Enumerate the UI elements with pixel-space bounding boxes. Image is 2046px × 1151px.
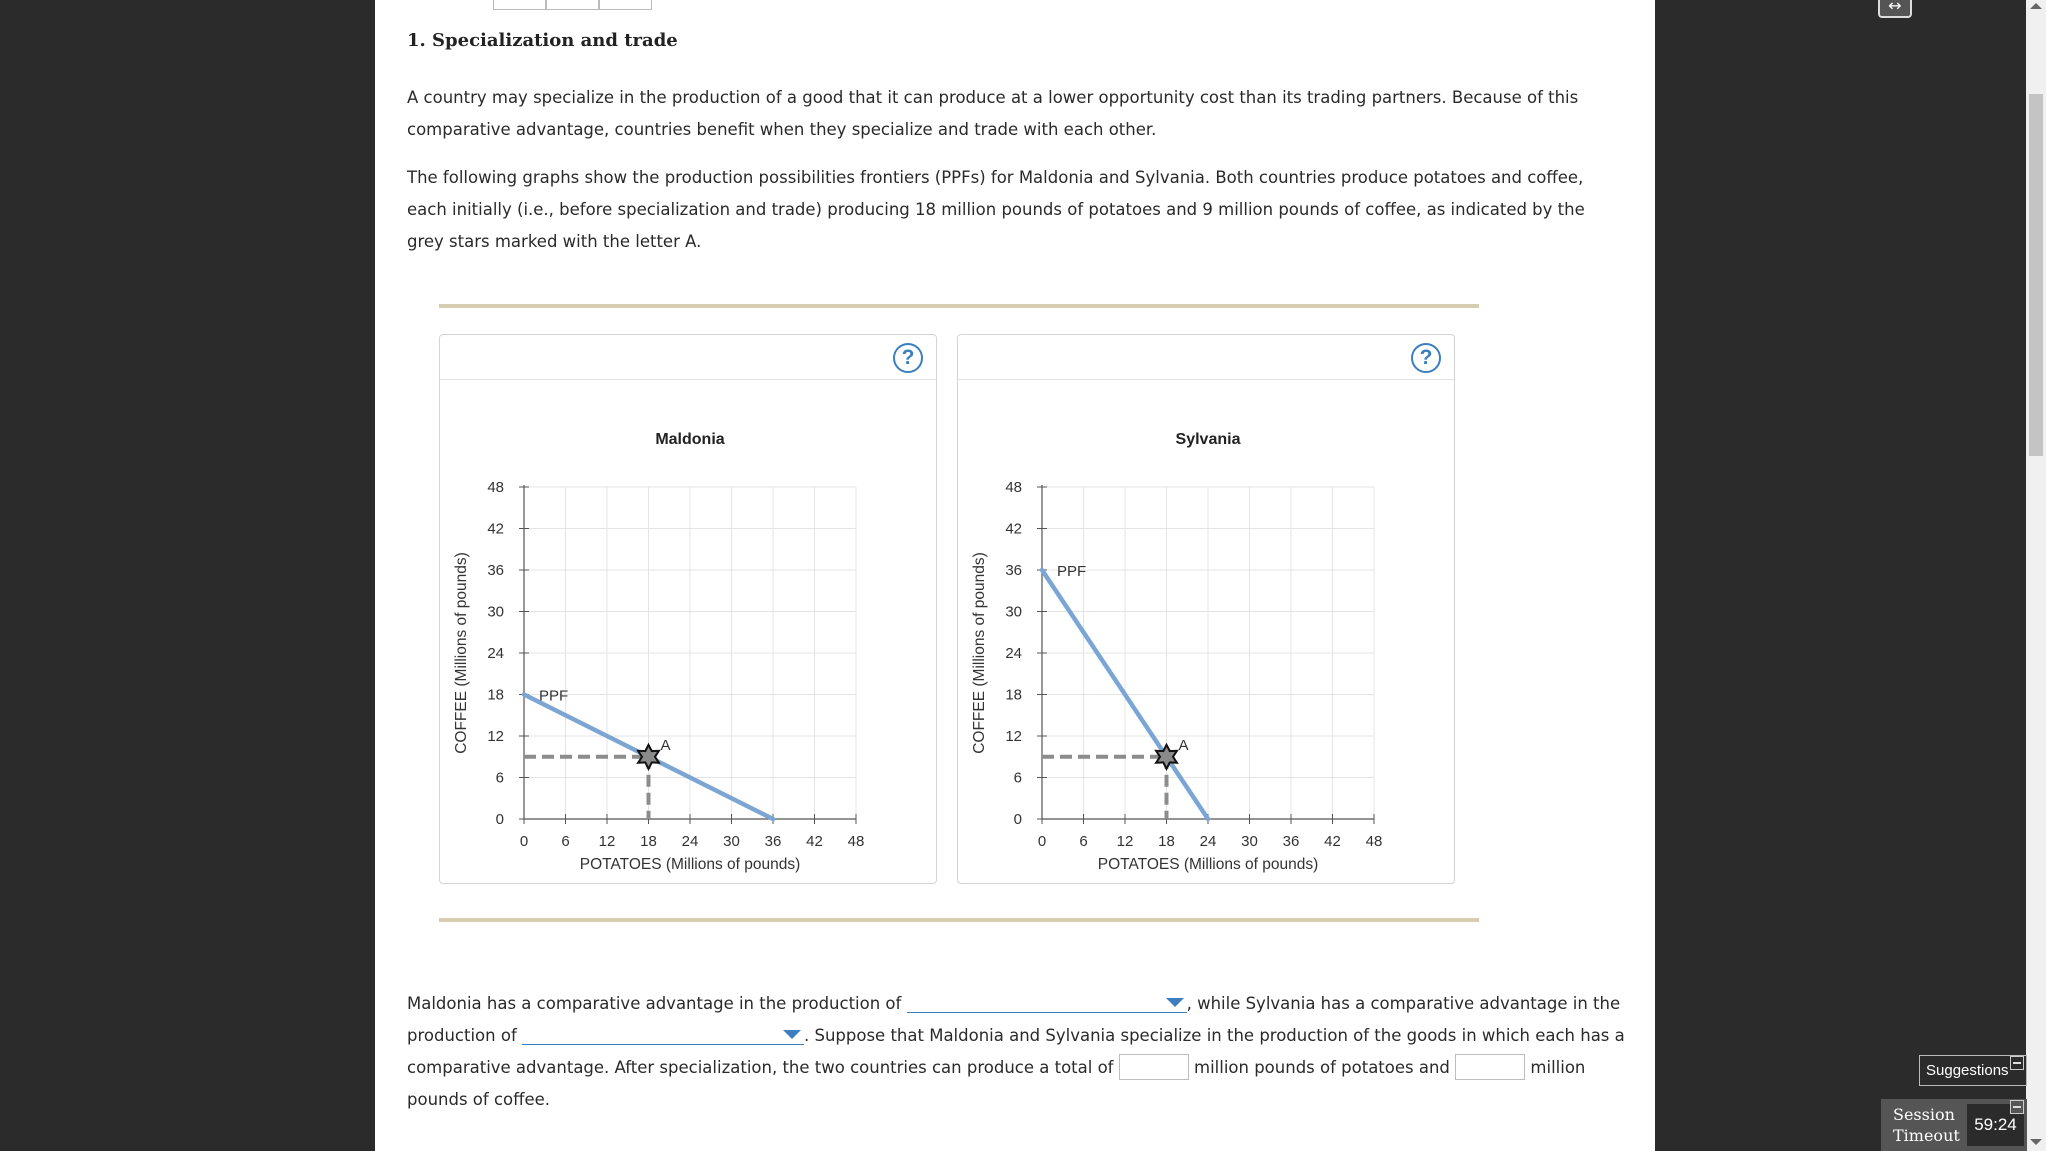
x-tick-label: 24 [681, 833, 699, 850]
description-paragraph: The following graphs show the production possibilities frontiers (PPFs) for Maldonia and Sylvania. Both countries produce potatoes and coffee, each initially (i.e., before specialization and trade) producing 18 million pounds of potatoes and 9 million pounds of coffee, as indicated by the grey stars marked with the letter A. [407, 168, 1585, 251]
answer-text-1: Maldonia has a comparative advantage in the production of [407, 994, 902, 1013]
y-tick-label: 42 [1005, 520, 1022, 538]
y-axis-title: COFFEE (Millions of pounds) [971, 552, 988, 754]
maldonia-advantage-dropdown[interactable] [907, 991, 1187, 1013]
answer-text-4: million pounds of potatoes and [1194, 1058, 1450, 1077]
y-tick-label: 36 [487, 562, 504, 579]
y-axis-title: COFFEE (Millions of pounds) [453, 552, 470, 754]
session-minimize-icon[interactable] [2010, 1100, 2024, 1114]
point-a-star-icon [638, 745, 659, 769]
x-tick-label: 42 [1324, 833, 1341, 850]
session-timeout-widget [1881, 1099, 2027, 1151]
answer-paragraph [407, 988, 1627, 1116]
chevron-down-icon [783, 1030, 801, 1039]
scroll-down-icon[interactable] [2030, 1139, 2042, 1145]
graph-divider-top [439, 304, 1479, 308]
y-tick-label: 0 [495, 811, 504, 828]
sylvania-advantage-dropdown[interactable] [522, 1023, 804, 1045]
sylvania-chart[interactable] [958, 380, 1456, 884]
chart-title: Maldonia [655, 431, 725, 448]
x-tick-label: 12 [598, 833, 616, 850]
question-title: 1. Specialization and trade [407, 30, 678, 51]
assignment-page [375, 0, 1655, 1151]
scroll-up-icon[interactable] [2030, 3, 2042, 9]
y-tick-label: 24 [1005, 645, 1022, 662]
y-tick-label: 24 [487, 645, 504, 662]
total-coffee-input[interactable] [1455, 1054, 1525, 1080]
x-tick-label: 0 [519, 833, 529, 850]
answer-text-2: , while Sylvania has a comparative advantage in the production of [407, 994, 1621, 1045]
x-tick-label: 6 [1079, 833, 1088, 850]
y-tick-label: 18 [487, 686, 504, 704]
x-tick-label: 48 [847, 833, 865, 850]
graph-divider-bottom [439, 918, 1479, 922]
y-tick-label: 30 [1005, 603, 1022, 621]
x-tick-label: 24 [1199, 833, 1217, 850]
y-tick-label: 0 [1013, 811, 1022, 828]
point-a-label: A [660, 736, 671, 754]
x-tick-label: 30 [1241, 833, 1258, 850]
y-tick-label: 30 [487, 603, 504, 621]
suggestions-button[interactable]: Suggestions [1919, 1055, 2027, 1086]
sylvania-graph-panel [957, 334, 1455, 884]
y-tick-label: 6 [495, 769, 504, 787]
answer-text-5: million pounds of coffee. [407, 1058, 1586, 1109]
x-tick-label: 6 [561, 833, 570, 850]
maldonia-help-icon[interactable]: ? [893, 343, 923, 373]
x-tick-label: 36 [1282, 833, 1300, 850]
y-tick-label: 6 [1013, 769, 1022, 787]
intro-paragraph: A country may specialize in the production of a good that it can produce at a lower opportunity cost than its trading partners. Because of this comparative advantage, countries benefit when they specialize and trade with each other. [407, 88, 1579, 139]
y-tick-label: 12 [1005, 728, 1022, 745]
ppf-label: PPF [1057, 563, 1087, 580]
x-tick-label: 30 [723, 833, 740, 850]
maldonia-chart[interactable] [440, 380, 938, 884]
y-tick-label: 36 [1005, 562, 1022, 579]
sylvania-help-icon[interactable]: ? [1411, 343, 1441, 373]
suggestions-minimize-icon[interactable] [2010, 1056, 2024, 1070]
session-timer: 59:24 [1967, 1104, 2024, 1146]
x-tick-label: 12 [1116, 833, 1134, 850]
session-timeout-label: Session Timeout [1893, 1105, 1960, 1145]
top-tabs-stub [493, 0, 653, 10]
scrollbar-thumb[interactable] [2029, 94, 2043, 456]
answer-text-3: . Suppose that Maldonia and Sylvania specialize in the production of the goods in which each has a comparative advantage. After specialization, the two countries can produce a total of [407, 1026, 1625, 1077]
x-axis-title: POTATOES (Millions of pounds) [1097, 856, 1319, 873]
y-tick-label: 12 [487, 728, 504, 745]
maldonia-graph-panel [439, 334, 937, 884]
x-tick-label: 48 [1365, 833, 1383, 850]
point-a-label: A [1178, 736, 1189, 754]
chart-title: Sylvania [1175, 431, 1241, 448]
x-tick-label: 0 [1037, 833, 1047, 850]
x-axis-title: POTATOES (Millions of pounds) [579, 856, 801, 873]
y-tick-label: 48 [1005, 479, 1022, 496]
x-tick-label: 18 [1158, 833, 1175, 850]
total-potatoes-input[interactable] [1119, 1054, 1189, 1080]
ppf-label: PPF [539, 687, 569, 705]
y-tick-label: 48 [487, 479, 504, 496]
y-tick-label: 18 [1005, 686, 1022, 704]
chevron-down-icon [1166, 998, 1184, 1007]
x-tick-label: 42 [806, 833, 823, 850]
x-tick-label: 18 [640, 833, 657, 850]
x-tick-label: 36 [764, 833, 782, 850]
y-tick-label: 42 [487, 520, 504, 538]
expand-icon[interactable]: ↔ [1878, 0, 1912, 18]
